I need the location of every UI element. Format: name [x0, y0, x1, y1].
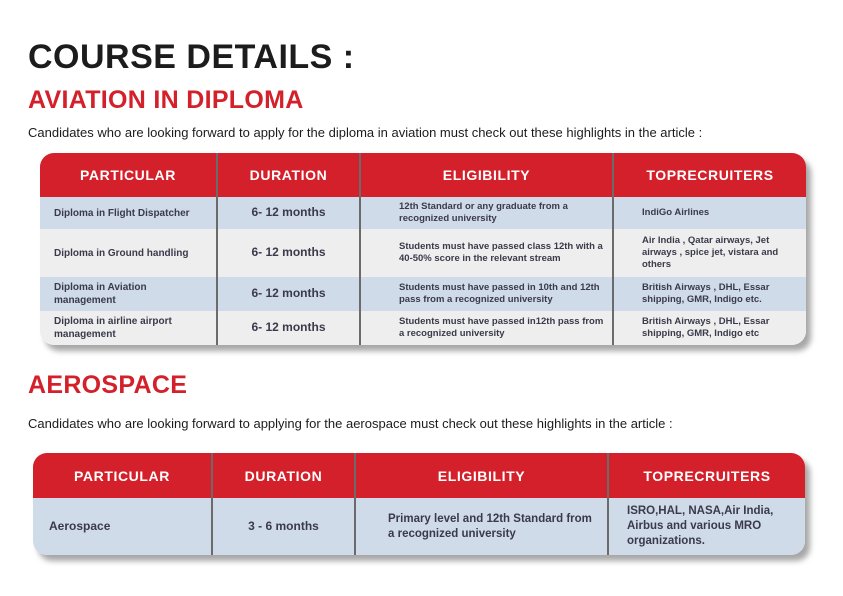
table-row — [40, 311, 806, 345]
column-header-particular: PARTICULAR — [33, 453, 212, 498]
page-title: COURSE DETAILS : — [28, 38, 355, 76]
particular-cell: Diploma in Aviation management — [40, 277, 217, 311]
column-header-recruiters: TOPRECRUITERS — [613, 153, 806, 197]
particular-cell: Diploma in Flight Dispatcher — [40, 197, 217, 229]
recruiters-cell: IndiGo Airlines — [613, 197, 806, 229]
diploma-table — [40, 153, 806, 345]
column-header-recruiters: TOPRECRUITERS — [608, 453, 805, 498]
duration-cell: 3 - 6 months — [212, 498, 355, 555]
eligibility-cell: Students must have passed class 12th with a 40-50% score in the relevant stream — [360, 229, 613, 277]
diploma-heading: AVIATION IN DIPLOMA — [28, 86, 304, 114]
eligibility-cell: Students must have passed in 10th and 12th pass from a recognized university — [360, 277, 613, 311]
table-row — [40, 277, 806, 311]
table-row — [33, 498, 805, 555]
column-header-duration: DURATION — [212, 453, 355, 498]
recruiters-cell: British Airways , DHL, Essar shipping, GMR, Indigo etc — [613, 311, 806, 345]
aerospace-table — [33, 453, 805, 555]
duration-cell: 6- 12 months — [217, 311, 360, 345]
duration-cell: 6- 12 months — [217, 277, 360, 311]
recruiters-cell: ISRO,HAL, NASA,Air India, Airbus and various MRO organizations. — [608, 498, 805, 555]
column-header-eligibility: ELIGIBILITY — [360, 153, 613, 197]
column-header-duration: DURATION — [217, 153, 360, 197]
table-row — [40, 197, 806, 229]
duration-cell: 6- 12 months — [217, 197, 360, 229]
recruiters-cell: Air India , Qatar airways, Jet airways , spice jet, vistara and others — [613, 229, 806, 277]
particular-cell: Aerospace — [33, 498, 212, 555]
column-header-eligibility: ELIGIBILITY — [355, 453, 608, 498]
eligibility-cell: Students must have passed in12th pass from a recognized university — [360, 311, 613, 345]
table-row — [40, 229, 806, 277]
diploma-intro: Candidates who are looking forward to apply for the diploma in aviation must check out these highlights in the article : — [28, 125, 703, 140]
aerospace-intro: Candidates who are looking forward to applying for the aerospace must check out these highlights in the article : — [28, 416, 673, 431]
aerospace-heading: AEROSPACE — [28, 371, 188, 399]
column-header-particular: PARTICULAR — [40, 153, 217, 197]
particular-cell: Diploma in airline airport management — [40, 311, 217, 345]
duration-cell: 6- 12 months — [217, 229, 360, 277]
eligibility-cell: Primary level and 12th Standard from a recognized university — [355, 498, 608, 555]
eligibility-cell: 12th Standard or any graduate from a recognized university — [360, 197, 613, 229]
particular-cell: Diploma in Ground handling — [40, 229, 217, 277]
recruiters-cell: British Airways , DHL, Essar shipping, GMR, Indigo etc. — [613, 277, 806, 311]
